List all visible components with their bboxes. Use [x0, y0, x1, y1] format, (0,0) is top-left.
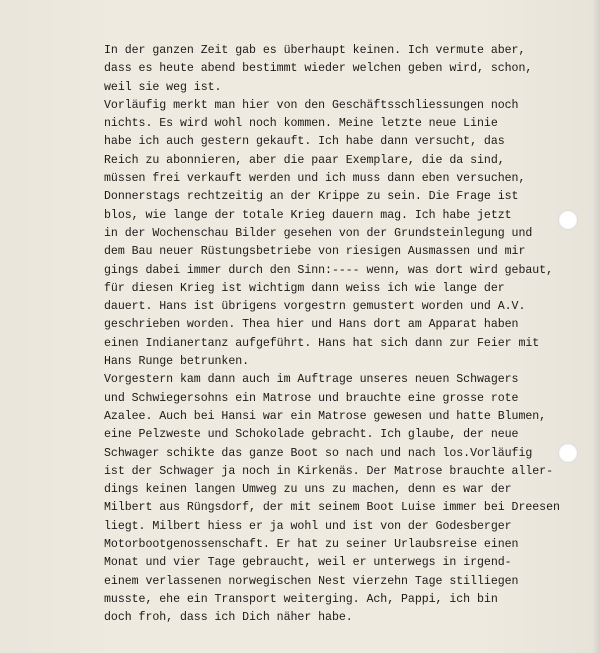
text-line: in der Wochenschau Bilder gesehen von der Grundsteinlegung und [104, 226, 533, 240]
text-line: und Schwiegersohns ein Matrose und brauchte eine grosse rote [104, 391, 519, 405]
text-line: blos, wie lange der totale Krieg dauern mag. Ich habe jetzt [104, 208, 512, 222]
text-line: Donnerstags rechtzeitig an der Krippe zu sein. Die Frage ist [104, 190, 519, 204]
text-line: liegt. Milbert hiess er ja wohl und ist von der Godesberger [104, 519, 512, 533]
text-line: nichts. Es wird wohl noch kommen. Meine letzte neue Linie [104, 117, 498, 131]
text-line: weil sie weg ist. [104, 80, 222, 94]
text-line: Azalee. Auch bei Hansi war ein Matrose gewesen und hatte Blumen, [104, 409, 547, 423]
text-line: für diesen Krieg ist wichtigm dann weiss ich wie lange der [104, 281, 505, 295]
text-line: In der ganzen Zeit gab es überhaupt keinen. Ich vermute aber, [104, 44, 526, 57]
text-line: dauert. Hans ist übrigens vorgestrn gemustert worden und A.V. [104, 300, 526, 314]
paper-edge-shadow [592, 0, 600, 653]
text-line: Motorbootgenossenschaft. Er hat zu seiner Urlaubsreise einen [104, 538, 519, 552]
text-line: ist der Schwager ja noch in Kirkenäs. Der Matrose brauchte aller- [104, 464, 553, 478]
text-line: dings keinen langen Umweg zu uns zu machen, denn es war der [104, 483, 512, 497]
text-line: eine Pelzweste und Schokolade gebracht. Ich glaube, der neue [104, 428, 519, 442]
text-line: Schwager schikte das ganze Boot so nach und nach los.Vorläufig [104, 446, 533, 460]
text-line: Vorläufig merkt man hier von den Geschäftsschliessungen noch [104, 98, 519, 112]
text-line: gings dabei immer durch den Sinn:---- wenn, was dort wird gebaut, [104, 263, 553, 277]
text-line: doch froh, dass ich Dich näher habe. [104, 611, 353, 625]
text-line: Reich zu abonnieren, aber die paar Exemplare, die da sind, [104, 153, 505, 167]
text-line: dem Bau neuer Rüstungsbetriebe von riesigen Ausmassen und mir [104, 245, 526, 259]
text-line: Vorgestern kam dann auch im Auftrage unseres neuen Schwagers [104, 373, 519, 387]
text-line: Monat und vier Tage gebraucht, weil er unterwegs in irgend- [104, 556, 512, 570]
text-line: habe ich auch gestern gekauft. Ich habe dann versucht, das [104, 135, 505, 149]
typed-letter-text [104, 42, 574, 628]
text-line: Milbert aus Rüngsdorf, der mit seinem Boot Luise immer bei Dreesen [104, 501, 560, 515]
text-line: geschrieben worden. Thea hier und Hans dort am Apparat haben [104, 318, 519, 332]
text-line: einem verlassenen norwegischen Nest vierzehn Tage stilliegen [104, 574, 519, 588]
text-line: dass es heute abend bestimmt wieder welchen geben wird, schon, [104, 62, 533, 76]
text-line: einen Indianertanz aufgeführt. Hans hat sich dann zur Feier mit [104, 336, 540, 350]
text-line: müssen frei verkauft werden und ich muss dann eben versuchen, [104, 172, 526, 186]
text-line: musste, ehe ein Transport weiterging. Ach, Pappi, ich bin [104, 592, 498, 606]
text-line: Hans Runge betrunken. [104, 355, 250, 369]
